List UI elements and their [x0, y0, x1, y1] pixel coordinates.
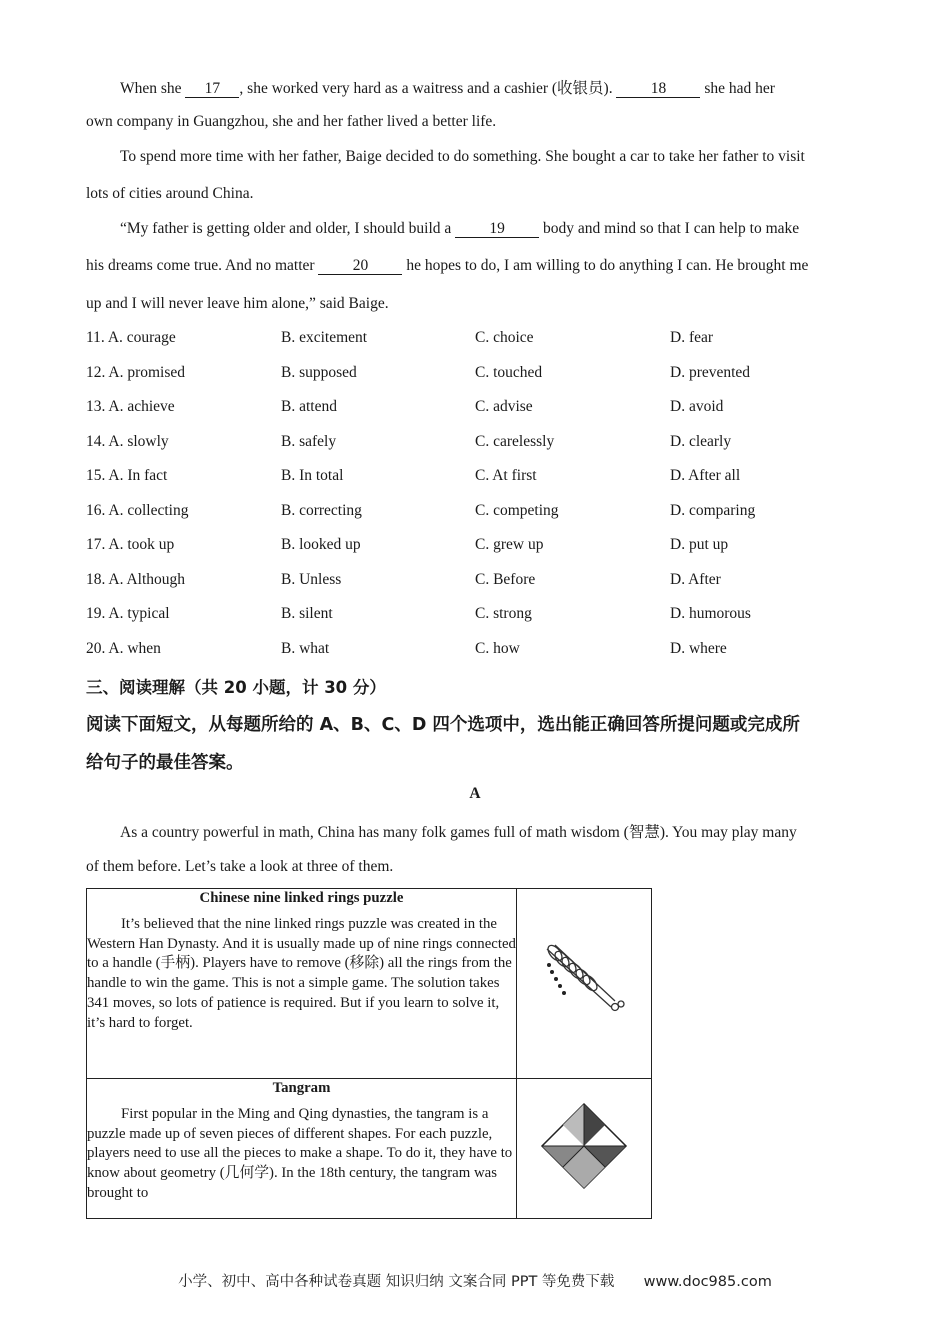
option-14-b: B. safely	[281, 433, 337, 450]
option-12-c: C. touched	[475, 364, 543, 381]
intro-line-2: of them before. Let’s take a look at three of them.	[86, 858, 394, 875]
option-11-d: D. fear	[670, 329, 714, 346]
option-13-d: D. avoid	[670, 398, 724, 415]
game-image-cell	[517, 889, 652, 1079]
option-17-b: B. looked up	[281, 536, 361, 553]
blank-18: 18	[616, 81, 700, 98]
option-11-c: C. choice	[475, 329, 534, 346]
option-20-b: B. what	[281, 640, 330, 657]
option-16-a: 16. A. collecting	[86, 502, 189, 519]
option-17-d: D. put up	[670, 536, 729, 553]
passage-line-1	[120, 76, 775, 98]
section-title: 三、阅读理解（共 20 小题，计 30 分）	[86, 678, 386, 697]
option-11-b: B. excitement	[281, 329, 368, 346]
option-15-b: B. In total	[281, 467, 344, 484]
footer-link[interactable]: www.doc985.com	[643, 1274, 772, 1290]
option-18-d: D. After	[670, 571, 721, 588]
passage-text: body and mind so that I can help to make	[539, 220, 800, 237]
passage-line-5	[120, 220, 799, 238]
passage-line-4: lots of cities around China.	[86, 185, 254, 202]
option-17-a: 17. A. took up	[86, 536, 175, 553]
game-description: First popular in the Ming and Qing dynasties, the tangram is a puzzle made up of seven pieces of different shapes. For each puzzle, players need to use all the pieces to make a shape. To do it, they have to know about geometry (几何学). In the 18th century, the tangram was brought to	[87, 1105, 513, 1201]
option-11-a: 11. A. courage	[86, 329, 176, 346]
section-instruction-line-1: 阅读下面短文，从每题所给的 A、B、C、D 四个选项中，选出能正确回答所提问题或完成所	[86, 715, 800, 735]
game-image-cell	[517, 1079, 652, 1219]
game-cell	[87, 889, 517, 1079]
blank-19: 19	[455, 221, 539, 238]
game-cell	[87, 1079, 517, 1219]
option-18-b: B. Unless	[281, 571, 342, 588]
passage-text: When she	[120, 80, 186, 97]
option-17-c: C. grew up	[475, 536, 544, 553]
table-row	[87, 889, 652, 1079]
passage-text: he hopes to do, I am willing to do anything I can. He brought me	[402, 257, 809, 274]
option-14-a: 14. A. slowly	[86, 433, 169, 450]
passage-text: his dreams come true. And no matter	[86, 257, 319, 274]
nine-rings-icon	[539, 941, 629, 1021]
option-18-a: 18. A. Although	[86, 571, 186, 588]
games-table	[86, 888, 652, 1219]
option-12-b: B. supposed	[281, 364, 357, 381]
option-16-b: B. correcting	[281, 502, 362, 519]
option-14-d: D. clearly	[670, 433, 732, 450]
option-13-c: C. advise	[475, 398, 533, 415]
footer-text: 小学、初中、高中各种试卷真题 知识归纳 文案合同 PPT 等免费下载	[178, 1274, 615, 1290]
game-title: Tangram	[272, 1080, 331, 1096]
intro-line-1: As a country powerful in math, China has many folk games full of math wisdom (智慧). You may play many	[120, 824, 797, 841]
passage-line-3: To spend more time with her father, Baige decided to do something. She bought a car to take her father to visit	[120, 148, 805, 165]
option-14-c: C. carelessly	[475, 433, 555, 450]
option-13-b: B. attend	[281, 398, 337, 415]
option-12-a: 12. A. promised	[86, 364, 186, 381]
section-instruction-line-2: 给句子的最佳答案。	[86, 753, 244, 773]
passage-text: she had her	[700, 80, 775, 97]
game-title: Chinese nine linked rings puzzle	[199, 890, 404, 906]
blank-17: 17	[185, 81, 239, 98]
option-12-d: D. prevented	[670, 364, 751, 381]
option-19-b: B. silent	[281, 605, 333, 622]
page-footer	[0, 1270, 950, 1291]
option-18-c: C. Before	[475, 571, 536, 588]
passage-text: “My father is getting older and older, I should build a	[120, 220, 456, 237]
game-description: It’s believed that the nine linked rings puzzle was created in the Western Han Dynasty. And it is usually made up of nine rings connected to a handle (手柄). Players have to remove (移除) all the rings from the handle to win the game. This is not a simple game. The solution takes 341 moves, so lots of patience is required. But if you learn to solve it, it’s hard to forget.	[87, 915, 516, 1031]
option-15-c: C. At first	[475, 467, 537, 484]
option-19-c: C. strong	[475, 605, 532, 622]
option-19-a: 19. A. typical	[86, 605, 170, 622]
passage-line-6	[86, 257, 808, 275]
blank-20: 20	[318, 258, 402, 275]
passage-line-7: up and I will never leave him alone,” said Baige.	[86, 295, 389, 312]
tangram-icon	[539, 1101, 629, 1191]
option-20-c: C. how	[475, 640, 520, 657]
option-13-a: 13. A. achieve	[86, 398, 175, 415]
passage-text: , she worked very hard as a waitress and a cashier (收银员).	[239, 80, 617, 97]
option-15-d: D. After all	[670, 467, 741, 484]
option-20-a: 20. A. when	[86, 640, 161, 657]
passage-line-2: own company in Guangzhou, she and her father lived a better life.	[86, 113, 497, 130]
option-16-c: C. competing	[475, 502, 559, 519]
option-19-d: D. humorous	[670, 605, 751, 622]
table-row	[87, 1079, 652, 1219]
option-20-d: D. where	[670, 640, 727, 657]
part-label: A	[469, 785, 481, 802]
option-16-d: D. comparing	[670, 502, 756, 519]
option-15-a: 15. A. In fact	[86, 467, 168, 484]
